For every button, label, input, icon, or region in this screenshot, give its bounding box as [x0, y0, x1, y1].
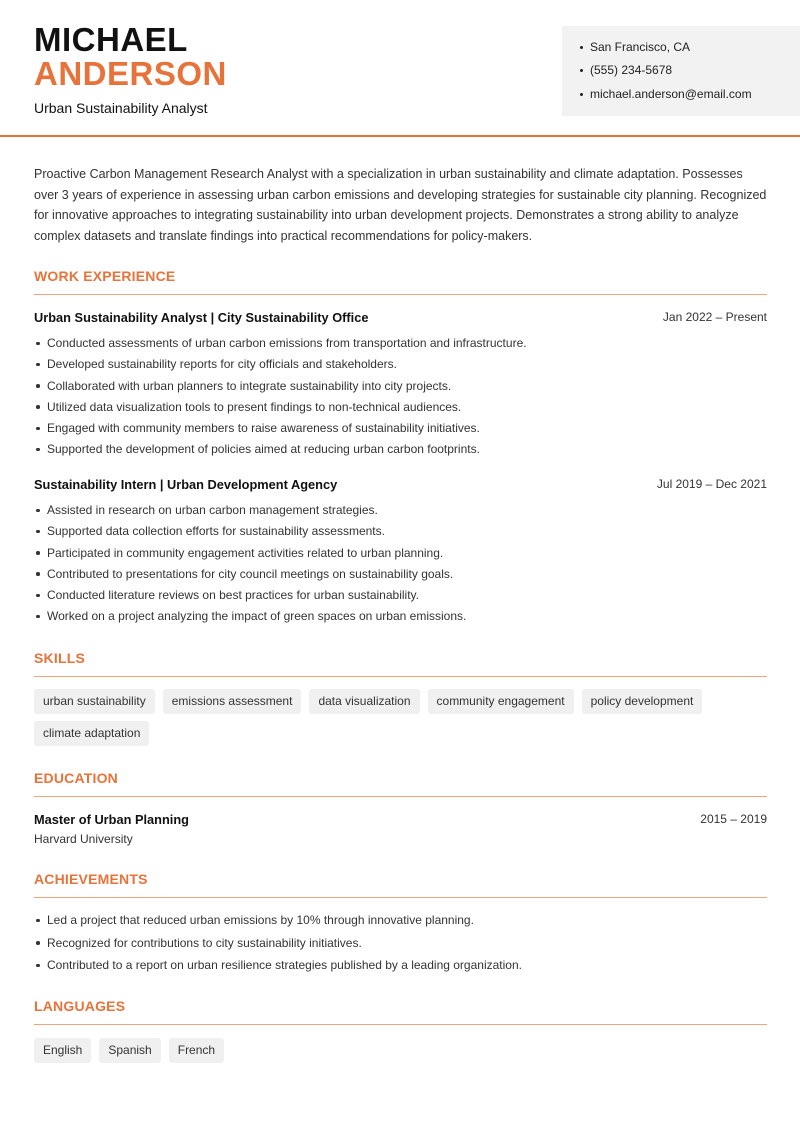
skills-row	[34, 689, 702, 714]
resume-header	[0, 0, 800, 137]
education-dates: 2015 – 2019	[700, 812, 767, 826]
skill-chip: community engagement	[428, 689, 574, 714]
job-dates: Jan 2022 – Present	[662, 310, 767, 324]
section-title-achievements: ACHIEVEMENTS	[34, 871, 148, 887]
job-role: Urban Sustainability Analyst | City Sustainability Office	[34, 310, 369, 325]
section-title-work-experience: WORK EXPERIENCE	[34, 268, 176, 284]
list-item: Utilized data visualization tools to present findings to non-technical audiences.	[34, 400, 527, 414]
list-item: Contributed to a report on urban resilience strategies published by a leading organization.	[34, 958, 522, 972]
candidate-name	[34, 23, 227, 91]
job-bullets	[34, 336, 527, 456]
skill-chip: emissions assessment	[163, 689, 302, 714]
skill-chip: climate adaptation	[34, 721, 149, 746]
list-item: Contributed to presentations for city council meetings on sustainability goals.	[34, 567, 466, 581]
job-dates: Jul 2019 – Dec 2021	[656, 477, 767, 491]
list-item: Conducted literature reviews on best practices for urban sustainability.	[34, 588, 466, 602]
section-divider	[34, 1024, 767, 1025]
job-role: Sustainability Intern | Urban Development Agency	[34, 477, 338, 492]
list-item: Developed sustainability reports for city officials and stakeholders.	[34, 357, 527, 371]
section-divider	[34, 897, 767, 898]
school: Harvard University	[34, 832, 133, 846]
list-item: Supported data collection efforts for sustainability assessments.	[34, 524, 466, 538]
achievement-bullets	[34, 913, 522, 972]
first-name: MICHAEL	[34, 21, 188, 58]
list-item: Led a project that reduced urban emissions by 10% through innovative planning.	[34, 913, 522, 927]
degree: Master of Urban Planning	[34, 812, 189, 827]
language-chip: Spanish	[99, 1038, 160, 1063]
skill-chip: data visualization	[309, 689, 419, 714]
languages-row	[34, 1038, 224, 1063]
contact-location: San Francisco, CA	[580, 40, 782, 63]
job-header	[34, 310, 767, 325]
section-title-education: EDUCATION	[34, 770, 118, 786]
section-divider	[34, 294, 767, 295]
list-item: Collaborated with urban planners to integrate sustainability into city projects.	[34, 379, 527, 393]
skills-row	[34, 721, 149, 746]
skill-chip: policy development	[582, 689, 703, 714]
list-item: Worked on a project analyzing the impact of green spaces on urban emissions.	[34, 609, 466, 623]
list-item: Conducted assessments of urban carbon emissions from transportation and infrastructure.	[34, 336, 527, 350]
job-title: Urban Sustainability Analyst	[34, 100, 208, 116]
list-item: Engaged with community members to raise awareness of sustainability initiatives.	[34, 421, 527, 435]
language-chip: English	[34, 1038, 91, 1063]
skill-chip: urban sustainability	[34, 689, 155, 714]
contact-box	[562, 26, 800, 116]
contact-phone: (555) 234-5678	[580, 63, 782, 86]
section-divider	[34, 796, 767, 797]
list-item: Assisted in research on urban carbon management strategies.	[34, 503, 466, 517]
list-item: Recognized for contributions to city sustainability initiatives.	[34, 936, 522, 950]
job-bullets	[34, 503, 466, 623]
section-divider	[34, 676, 767, 677]
language-chip: French	[169, 1038, 224, 1063]
profile-summary: Proactive Carbon Management Research Analyst with a specialization in urban sustainability and climate adaptation. Possesses over 3 years of experience in assessing urban carbon emissions and developing strategies for sustainable city planning. Recognized for innovative approaches to integrating sustainability into urban development projects. Demonstrates a strong ability to analyze complex datasets and translate findings into practical recommendations for policy-makers.	[34, 167, 767, 243]
contact-email: michael.anderson@email.com	[580, 87, 782, 110]
education-header	[34, 812, 767, 827]
job-header	[34, 477, 767, 492]
list-item: Supported the development of policies aimed at reducing urban carbon footprints.	[34, 442, 527, 456]
section-title-languages: LANGUAGES	[34, 998, 126, 1014]
last-name: ANDERSON	[34, 55, 227, 92]
list-item: Participated in community engagement activities related to urban planning.	[34, 546, 466, 560]
section-title-skills: SKILLS	[34, 650, 85, 666]
